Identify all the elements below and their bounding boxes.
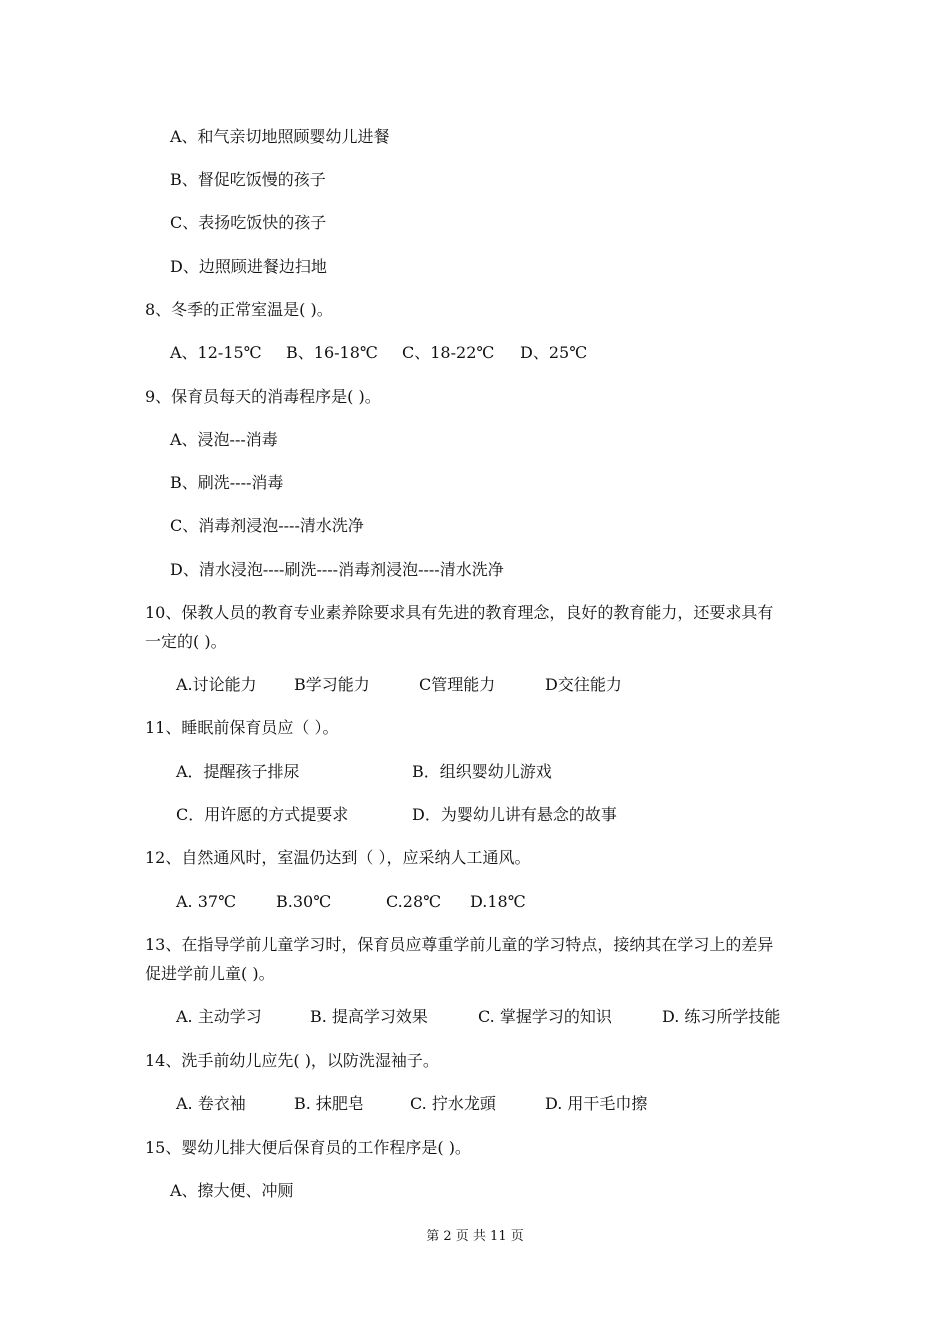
- q12-option-c: C.28℃: [386, 892, 442, 911]
- q10-option-d: D交往能力: [545, 675, 622, 694]
- q8-option-d: D、25℃: [520, 343, 588, 362]
- q9-option-c: C、消毒剂浸泡----清水洗净: [170, 516, 364, 535]
- q14-stem: 14、洗手前幼儿应先( )，以防洗湿袖子。: [145, 1051, 439, 1070]
- q10-stem-line2: 一定的( )。: [145, 632, 227, 651]
- q7-option-d: D、边照顾进餐边扫地: [170, 257, 327, 276]
- q10-option-b: B学习能力: [294, 675, 370, 694]
- q15-option-a: A、擦大便、冲厕: [170, 1181, 294, 1200]
- q12-option-d: D.18℃: [470, 892, 526, 911]
- q11-stem: 11、睡眠前保育员应（ ）。: [145, 718, 339, 737]
- q7-option-a: A、和气亲切地照顾婴幼儿进餐: [170, 127, 390, 146]
- q9-option-b: B、刷洗----消毒: [170, 473, 284, 492]
- q11-option-b: B．组织婴幼儿游戏: [412, 762, 552, 781]
- q13-option-c: C. 掌握学习的知识: [478, 1007, 612, 1026]
- q10-option-a: A.讨论能力: [176, 675, 257, 694]
- q12-stem: 12、自然通风时，室温仍达到（ ），应采纳人工通风。: [145, 848, 531, 867]
- q14-option-d: D. 用干毛巾擦: [545, 1094, 648, 1113]
- q8-option-c: C、18-22℃: [402, 343, 495, 362]
- q9-option-d: D、清水浸泡----刷洗----消毒剂浸泡----清水洗净: [170, 560, 504, 579]
- q9-option-a: A、浸泡---消毒: [170, 430, 278, 449]
- q7-option-b: B、督促吃饭慢的孩子: [170, 170, 326, 189]
- q8-option-a: A、12-15℃: [170, 343, 262, 362]
- q15-stem: 15、婴幼儿排大便后保育员的工作程序是( )。: [145, 1138, 471, 1157]
- q13-stem-line2: 促进学前儿童( )。: [145, 964, 275, 983]
- q7-option-c: C、表扬吃饭快的孩子: [170, 213, 327, 232]
- q12-option-b: B.30℃: [276, 892, 332, 911]
- q13-option-d: D. 练习所学技能: [662, 1007, 781, 1026]
- q14-option-a: A. 卷衣袖: [176, 1094, 246, 1113]
- q13-stem-line1: 13、在指导学前儿童学习时，保育员应尊重学前儿童的学习特点，接纳其在学习上的差异: [145, 935, 774, 954]
- q8-stem: 8、冬季的正常室温是( )。: [145, 300, 333, 319]
- q11-option-d: D．为婴幼儿讲有悬念的故事: [412, 805, 617, 824]
- q12-option-a: A. 37℃: [176, 892, 236, 911]
- q14-option-b: B. 抹肥皂: [294, 1094, 364, 1113]
- q11-option-c: C．用许愿的方式提要求: [176, 805, 349, 824]
- q11-option-a: A．提醒孩子排尿: [176, 762, 300, 781]
- q10-stem-line1: 10、保教人员的教育专业素养除要求具有先进的教育理念，良好的教育能力，还要求具有: [145, 603, 774, 622]
- q10-option-c: C管理能力: [419, 675, 496, 694]
- page-footer: 第 2 页 共 11 页: [426, 1229, 524, 1244]
- q8-option-b: B、16-18℃: [286, 343, 378, 362]
- q13-option-a: A. 主动学习: [176, 1007, 262, 1026]
- q9-stem: 9、保育员每天的消毒程序是( )。: [145, 387, 381, 406]
- q14-option-c: C. 拧水龙頭: [410, 1094, 496, 1113]
- q13-option-b: B. 提高学习效果: [310, 1007, 428, 1026]
